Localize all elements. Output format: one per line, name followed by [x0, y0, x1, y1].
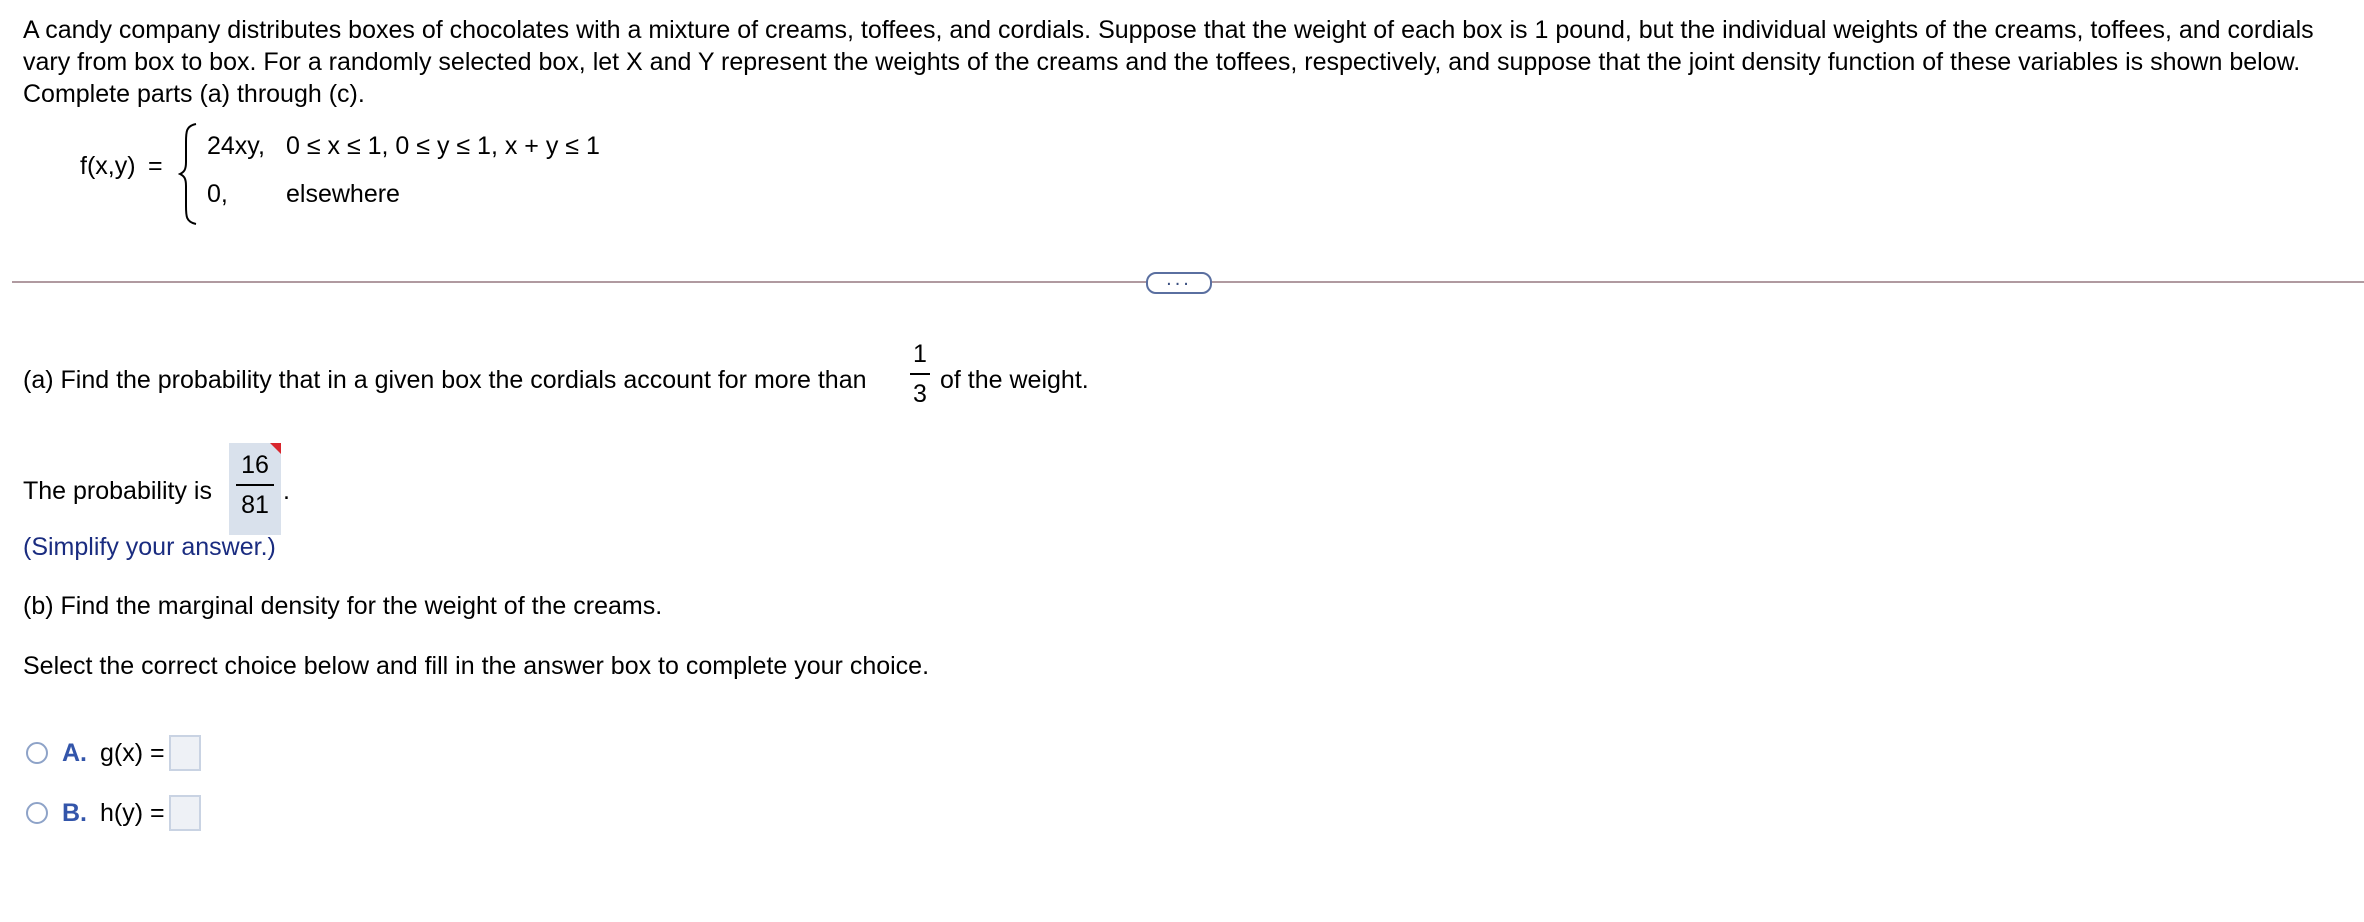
simplify-hint: (Simplify your answer.)	[23, 533, 276, 561]
choice-b[interactable]	[26, 796, 201, 830]
answer-numerator: 16	[241, 451, 269, 479]
part-a-question: (a) Find the probability that in a given box the cordials account for more than	[23, 366, 867, 394]
fraction-denominator: 3	[913, 380, 927, 408]
expand-more-button[interactable]	[1146, 268, 1212, 294]
case2-expression: 0,	[207, 180, 228, 208]
case1-expression: 24xy,	[207, 132, 265, 160]
part-b-question: (b) Find the marginal density for the weight of the creams.	[23, 592, 663, 620]
fraction-bar	[910, 373, 930, 375]
choice-b-radio[interactable]	[26, 802, 48, 824]
case1-condition: 0 ≤ x ≤ 1, 0 ≤ y ≤ 1, x + y ≤ 1	[286, 132, 600, 160]
left-brace-icon	[178, 122, 200, 226]
choice-a-answer-input[interactable]	[169, 735, 201, 771]
probability-answer-fraction	[236, 451, 274, 519]
choice-instruction: Select the correct choice below and fill in the answer box to complete your choice.	[23, 652, 930, 680]
ellipsis-icon: ...	[1166, 268, 1192, 290]
case2-condition: elsewhere	[286, 180, 400, 208]
choice-a-expression: g(x) =	[100, 738, 165, 767]
equals-sign: =	[148, 152, 163, 180]
answer-denominator: 81	[241, 491, 269, 519]
choice-b-letter: B.	[62, 798, 87, 827]
choice-b-answer-input[interactable]	[169, 795, 201, 831]
problem-statement: A candy company distributes boxes of chocolates with a mixture of creams, toffees, and cordials. Suppose that the weight of each box is 1 pound, but the individual weights of the creams, toffees, and cordials vary from box to box. For a randomly selected box, let X and Y represent the weights of the creams and the toffees, respectively, and suppose that the joint density function of these variables is shown below. Complete parts (a) through (c).	[23, 16, 2314, 108]
choice-a-radio[interactable]	[26, 742, 48, 764]
answer-period: .	[283, 477, 290, 505]
part-a-question-end: of the weight.	[940, 366, 1089, 394]
choice-a[interactable]	[26, 736, 201, 770]
answer-fraction-bar	[236, 484, 274, 486]
function-label: f(x,y)	[80, 152, 136, 180]
choice-a-letter: A.	[62, 738, 87, 767]
probability-label: The probability is	[23, 477, 212, 505]
fraction-numerator: 1	[913, 340, 927, 368]
one-third-fraction	[910, 340, 930, 408]
choice-b-expression: h(y) =	[100, 798, 165, 827]
